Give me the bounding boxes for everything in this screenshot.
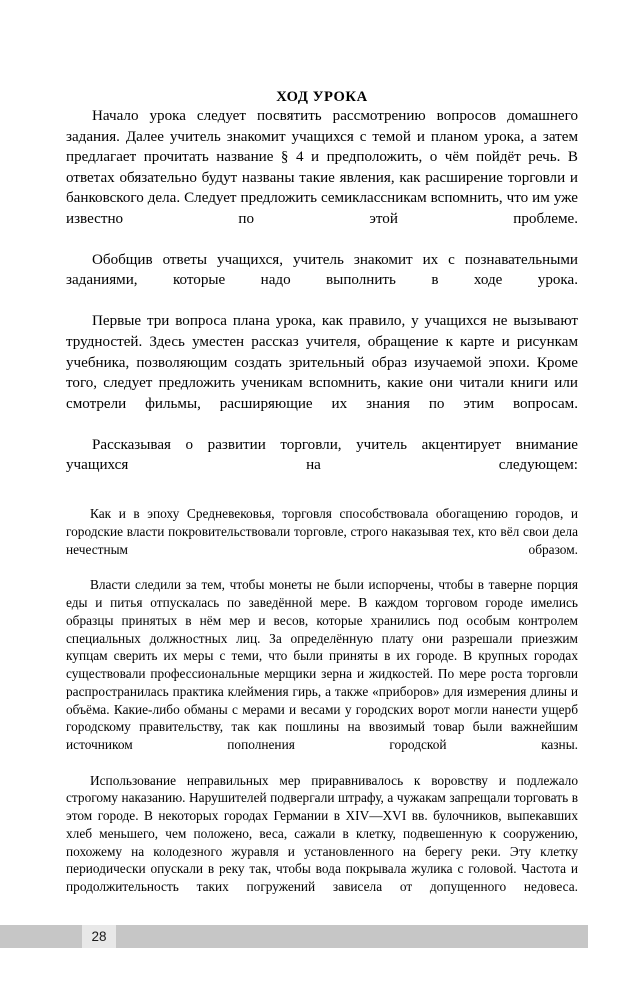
- paragraph: Рассказывая о развитии торговли, учитель акцентирует внимание учащихся на следующем:: [66, 436, 578, 474]
- paragraph: Использование неправильных мер приравнивалось к воровству и подлежало строгому наказанию. Нарушителей подвергали штрафу, а чужакам запрещали торговать в этом городе. В некоторых городах Германии в XIV—XVI вв. булочников, выпекавших хлеб меньшего, чем положено, веса, сажали в клетку, подвешенную к сооружению, похожему на колодезного журавля и установленного на берегу реки. Эту клетку периодически опускали в реку так, чтобы вода покрывала жулика с головой. Частота и продолжительность таких погружений зависела от допущенного недовеса.: [66, 772, 578, 895]
- page-heading: ХОД УРОКА: [276, 88, 368, 105]
- body-text-column: [66, 106, 578, 914]
- paragraph: Как и в эпоху Средневековья, торговля способствовала обогащению городов, и городские власти покровительствовали торговле, строго наказывая тех, кто вёл свои дела нечестным образом.: [66, 506, 578, 557]
- paragraph: Обобщив ответы учащихся, учитель знакомит их с познавательными заданиями, которые надо выполнить в ходе урока.: [66, 251, 578, 289]
- page-number-box: [82, 925, 116, 948]
- paragraph-block-gap: [66, 496, 578, 505]
- paragraph: Власти следили за тем, чтобы монеты не были испорчены, чтобы в таверне порция еды и питья отпускалась по заведённой мере. В каждом торговом городе имелись образцы принятых в нём мер и весов, которые хранились под особым контролем специальных должностных лиц. За определённую плату они разрешали приезжим купцам сверить их меры с теми, что были приняты в их городе. В крупных городах существовали профессиональные мерщики зерна и жидкостей. По мере роста торговли распространилась практика клеймения гирь, а также «приборов» для измерения длины и объёма. Какие-либо обманы с мерами и весами у городских ворот могли нанести ущерб городскому правительству, так как пошлины на ввозимый товар были важнейшим источником пополнения городской казны.: [66, 577, 578, 753]
- page-number: 28: [91, 929, 107, 944]
- paragraph: Начало урока следует посвятить рассмотрению вопросов домашнего задания. Далее учитель знакомит учащихся с темой и планом урока, а затем предлагает прочитать название § 4 и предположить, о чём пойдёт речь. В ответах обязательно будут названы такие явления, как расширение торговли и банковского дела. Следует предложить семиклассникам вспомнить, что им уже известно по этой проблеме.: [66, 108, 578, 227]
- paragraph: Первые три вопроса плана урока, как правило, у учащихся не вызывают трудностей. Здесь уместен рассказ учителя, обращение к карте и рисункам учебника, позволяющим создать зрительный образ изучаемой эпохи. Кроме того, следует предложить ученикам вспомнить, какие они читали книги или смотрели фильмы, расширяющие их знания по этим вопросам.: [66, 313, 578, 412]
